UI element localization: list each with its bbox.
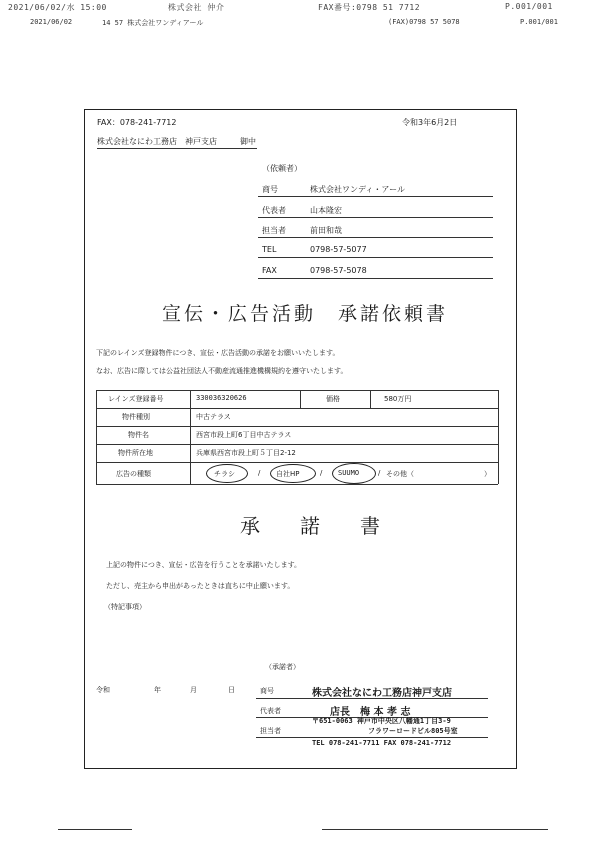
table-col-line [370, 390, 371, 408]
bottom-line-right [322, 829, 548, 830]
recipient-underline [97, 148, 257, 149]
name-value: 西宮市段上町6丁目中古テラス [196, 431, 292, 439]
sender-line [258, 217, 493, 218]
sender-label-rep: 代表者 [262, 206, 286, 215]
approver-heading: （承諾者） [265, 663, 300, 671]
sender-line [258, 278, 493, 279]
fax-header2-date: 2021/06/02 [30, 18, 73, 26]
fax-header-number: FAX番号:0798 51 7712 [318, 3, 421, 12]
approver-label-company: 商号 [260, 687, 274, 695]
approval-date-day: 日 [228, 686, 235, 694]
approval-date-month: 月 [190, 686, 197, 694]
recipient-name: 株式会社なにわ工務店 神戸支店 [97, 137, 217, 146]
approver-label-staff: 担当者 [260, 727, 281, 735]
sender-line [258, 257, 493, 258]
fax-header-datetime: 2021/06/02/水 15:00 [8, 3, 107, 12]
consent-title: 承 諾 書 [240, 514, 380, 538]
approver-company-stamp: 株式会社なにわ工務店神戸支店 [312, 688, 452, 699]
media-sep: / [320, 469, 323, 477]
price-label: 価格 [326, 395, 340, 403]
price-value: 580万円 [384, 395, 412, 403]
fax-header2-sender: 14 57 株式会社ワンディアール [102, 19, 204, 27]
media-sep: / [258, 469, 261, 477]
table-col-line [190, 390, 191, 484]
approver-address-1: 〒651-0063 神戸市中央区八幡通1丁目3-9 [312, 717, 451, 725]
name-label: 物件名 [128, 431, 149, 439]
recipient-honorific: 御中 [240, 137, 256, 146]
type-value: 中古テラス [196, 413, 231, 421]
consent-text-2: ただし、売主から申出があったときは直ちに中止願います。 [106, 582, 295, 590]
table-row-line [96, 408, 498, 409]
sender-value-fax: 0798-57-5078 [310, 266, 367, 275]
address-value: 兵庫県西宮市段上町５丁目2-12 [196, 449, 296, 457]
media-option-flyer: チラシ [214, 470, 235, 478]
type-label: 物件種別 [122, 413, 150, 421]
sender-line [258, 237, 493, 238]
sender-value-staff: 前田和哉 [310, 226, 342, 235]
approval-date-year: 年 [154, 686, 161, 694]
sender-line [258, 196, 493, 197]
fax-header-sender: 株式会社 仲介 [168, 3, 225, 12]
address-label: 物件所在地 [118, 449, 153, 457]
media-label: 広告の種類 [116, 470, 151, 478]
intro-text-1: 下記のレインズ登録物件につき、宣伝・広告活動の承諾をお願いいたします。 [96, 349, 340, 357]
approver-line [256, 698, 488, 699]
sender-label-tel: TEL [262, 245, 277, 254]
media-option-suumo: SUUMO [338, 469, 360, 477]
sender-heading: （依頼者） [262, 164, 302, 173]
reins-number: 330036320626 [196, 394, 247, 402]
approver-tel-fax: TEL 078-241-7711 FAX 078-241-7712 [312, 739, 452, 747]
sender-label-company: 商号 [262, 185, 278, 194]
sender-value-tel: 0798-57-5077 [310, 245, 367, 254]
table-row-line [96, 444, 498, 445]
table-border-left [96, 390, 97, 484]
approver-address-2: フラワーロードビル805号室 [368, 727, 458, 735]
bottom-line-left [58, 829, 132, 830]
intro-text-2: なお、広告に際しては公益社団法人不動産流通推進機構規約を遵守いたします。 [96, 367, 348, 375]
sender-label-staff: 担当者 [262, 226, 286, 235]
table-border-top [96, 390, 498, 391]
special-notes-label: （特記事項） [104, 603, 146, 611]
approver-label-rep: 代表者 [260, 707, 281, 715]
consent-text-1: 上記の物件につき、宣伝・広告を行うことを承諾いたします。 [106, 561, 302, 569]
approval-date-era: 令和 [96, 686, 110, 694]
fax-header2-number: (FAX)0798 57 5078 [388, 18, 460, 26]
media-option-other: その他（ [386, 470, 414, 478]
recipient-fax: FAX：078-241-7712 [97, 118, 177, 127]
sender-value-rep: 山本隆宏 [310, 206, 342, 215]
sender-label-fax: FAX [262, 266, 277, 275]
media-sep: / [378, 469, 381, 477]
fax-header-page: P.001/001 [505, 2, 553, 11]
fax-header2-page: P.001/001 [520, 18, 558, 26]
sender-value-company: 株式会社ワンディ・アール [310, 185, 405, 194]
approver-rep-stamp: 店長 梅 本 孝 志 [330, 707, 411, 718]
table-row-line [96, 462, 498, 463]
table-border-bottom [96, 484, 498, 485]
document-title: 宣伝・広告活動 承諾依頼書 [162, 303, 449, 325]
document-date: 令和3年6月2日 [402, 118, 458, 127]
media-close: ） [484, 470, 491, 478]
reins-label: レインズ登録番号 [108, 395, 164, 403]
table-col-line [300, 390, 301, 408]
table-row-line [96, 426, 498, 427]
table-border-right [498, 390, 499, 484]
media-option-website: 自社HP [276, 470, 300, 478]
approver-line [256, 737, 488, 738]
